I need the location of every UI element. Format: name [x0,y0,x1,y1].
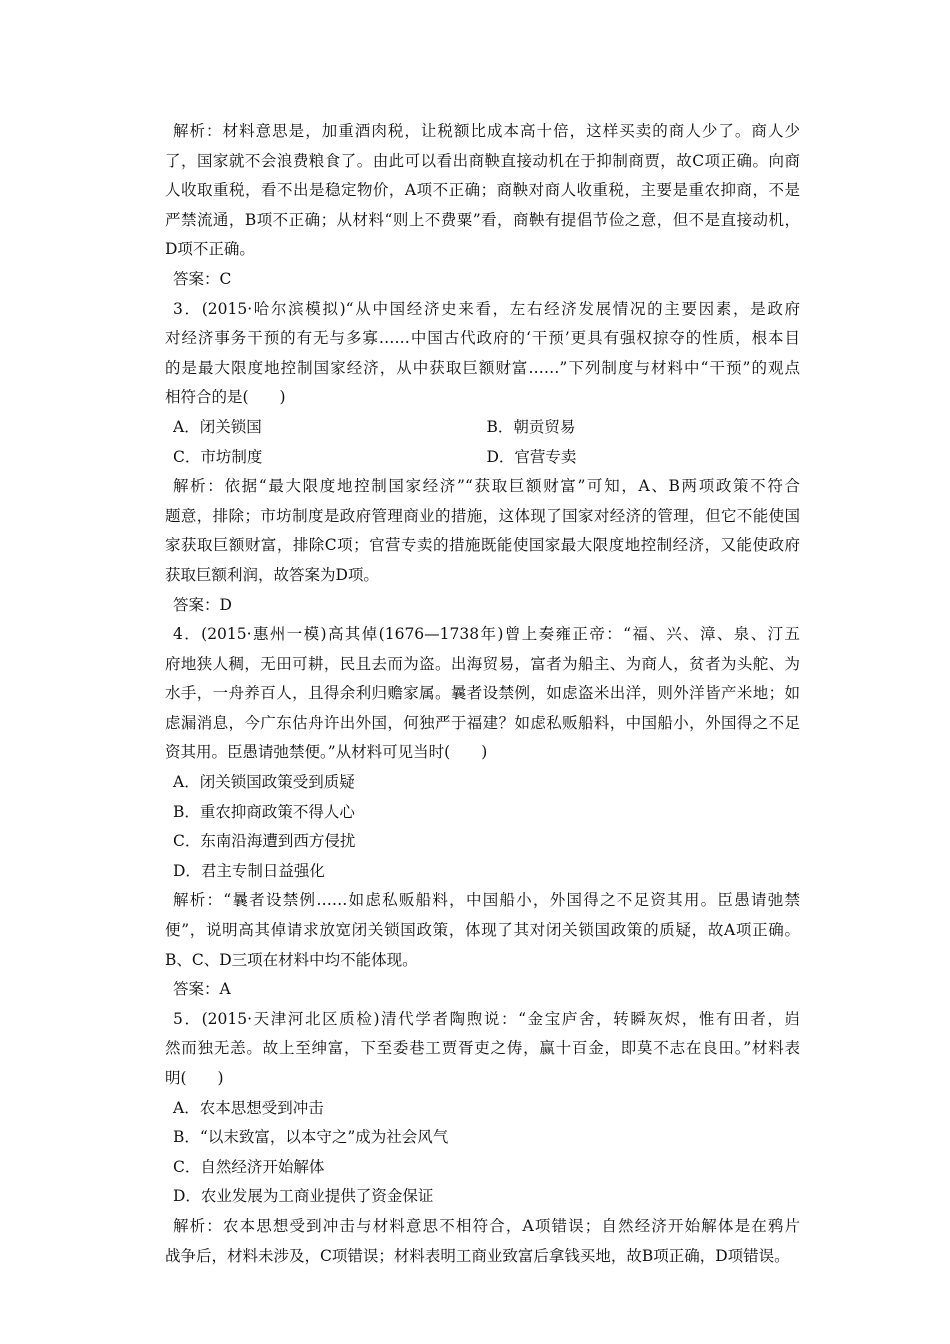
analysis-line: 解析：依据“最大限度地控制国家经济”“获取巨额财富”可知，A、B两项政策不符合 [173,477,800,496]
option-d: D．官营专卖 [486,447,577,466]
analysis-line: D项不正确。 [165,240,255,259]
analysis-line: B、C、D三项在材料中均不能体现。 [165,950,418,969]
option-a: A．闭关锁国政策受到质疑 [173,773,355,792]
question-stem-line: 虑漏消息，今广东估舟许出外国，何独严于福建？如虑私贩船料，中国船小，外国得之不足 [165,713,800,732]
q3-answer: 答案：D [173,595,232,614]
question-3 [165,295,800,621]
option-c: C．东南沿海遭到西方侵扰 [173,832,356,851]
analysis-line: 便”，说明高其倬请求放宽闭关锁国政策，体现了其对闭关锁国政策的质疑，故A项正确。 [165,921,800,940]
option-a: A．闭关锁国 [173,417,262,436]
analysis-line: 家获取巨额财富，排除C项；官营专卖的措施既能使国家最大限度地控制经济，又能使政府 [165,536,800,555]
analysis-line: 人收取重税，看不出是稳定物价，A项不正确；商鞅对商人收重税，主要是重农抑商，不是 [165,181,800,200]
analysis-line: 获取巨额利润，故答案为D项。 [165,565,379,584]
question-stem-line: 3．(2015·哈尔滨模拟)“从中国经济史来看，左右经济发展情况的主要因素，是政府 [173,299,800,318]
question-stem-line: 明( ) [165,1069,224,1087]
option-c: C．市坊制度 [173,447,263,466]
option-b: B．朝贡贸易 [486,417,576,436]
option-c: C．自然经济开始解体 [173,1157,325,1176]
options-row [165,443,800,473]
analysis-line: 严禁流通，B项不正确；从材料“则上不费粟”看，商鞅有提倡节俭之意，但不是直接动机， [165,210,800,229]
question-stem-line: 对经济事务干预的有无与多寡……中国古代政府的‘干预’更具有强权掠夺的性质，根本目 [165,329,800,348]
question-stem-line: 4．(2015·惠州一模)高其倬(1676—1738年)曾上奏雍正帝：“福、兴、漳、泉、汀五 [173,625,800,644]
options-row [165,413,800,443]
q2-answer: 答案：C [173,269,232,288]
question-stem-line: 5．(2015·天津河北区质检)清代学者陶煦说：“金宝庐舍，转瞬灰烬，惟有田者，岿 [173,1009,800,1028]
question-stem-line: 府地狭人稠，无田可耕，民且去而为盗。出海贸易，富者为船主、为商人，贫者为头舵、为 [165,654,800,673]
analysis-line: 了，国家就不会浪费粮食了。由此可以看出商鞅直接动机在于抑制商贾，故C项正确。向商 [165,151,800,170]
question-stem-line: 相符合的是( ) [165,388,286,407]
option-b: B．重农抑商政策不得人心 [173,802,355,821]
q4-answer: 答案：A [173,980,231,999]
option-a: A．农本思想受到冲击 [173,1098,324,1117]
analysis-line: 解析：材料意思是，加重酒肉税，让税额比成本高十倍，这样买卖的商人少了。商人少 [173,122,800,140]
question-stem-line: 然而独无恙。故上至绅富，下至委巷工贾胥吏之俦，赢十百金，即莫不志在良田。”材料表 [165,1039,800,1058]
question-stem-line: 水手，一舟养百人，且得余利归赡家属。曩者设禁例，如虑盗米出洋，则外洋皆产米地；如 [165,684,800,703]
question-5 [165,1005,800,1271]
analysis-line: 解析：“曩者设禁例……如虑私贩船料，中国船小，外国得之不足资其用。臣愚请弛禁 [173,891,800,910]
question-4 [165,620,800,1005]
analysis-line: 题意，排除；市坊制度是政府管理商业的措施，这体现了国家对经济的管理，但它不能使国 [165,506,800,525]
option-b: B．“以末致富，以本守之”成为社会风气 [173,1128,449,1147]
question-stem-line: 资其用。臣愚请弛禁便。”从材料可见当时( ) [165,743,488,762]
analysis-line: 解析：农本思想受到冲击与材料意思不相符合，A项错误；自然经济开始解体是在鸦片 [173,1216,800,1235]
analysis-line: 战争后，材料未涉及，C项错误；材料表明工商业致富后拿钱买地，故B项正确，D项错误。 [165,1246,790,1265]
option-d: D．农业发展为工商业提供了资金保证 [173,1187,434,1206]
q2-analysis [165,117,800,265]
question-stem-line: 的是最大限度地控制国家经济，从中获取巨额财富……”下列制度与材料中“干预”的观点 [165,358,800,377]
option-d: D．君主专制日益强化 [173,861,325,880]
